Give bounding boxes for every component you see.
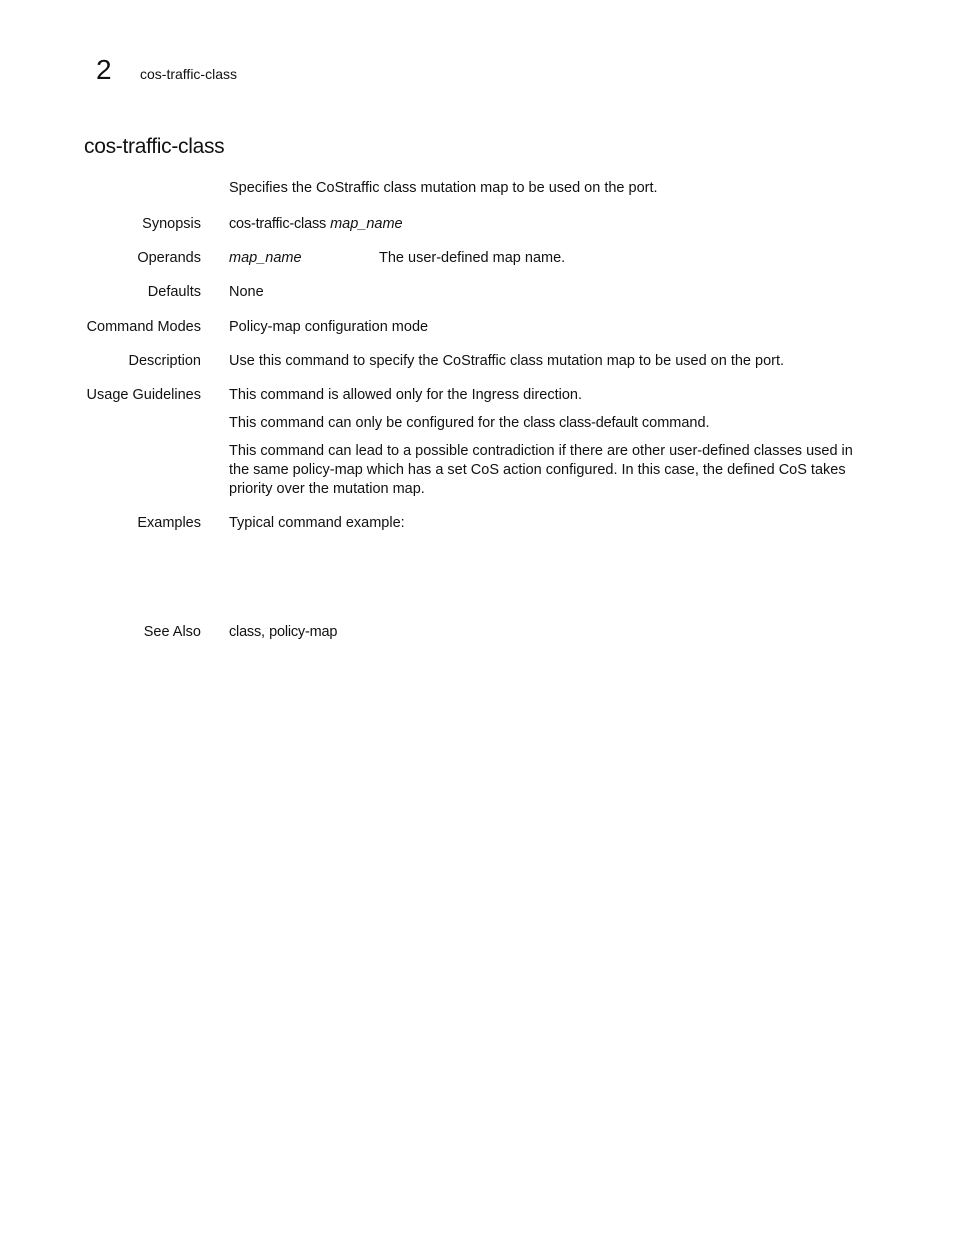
see-also-label: See Also — [143, 624, 201, 640]
chapter-number: 2 — [96, 54, 112, 85]
section-summary: Specifies the CoStraffic class mutation map to be used on the port. — [229, 180, 658, 196]
synopsis-label: Synopsis — [142, 216, 201, 232]
operand-description: The user-defined map name. — [379, 250, 566, 266]
defaults-label: Defaults — [147, 284, 201, 300]
see-also-separator: , — [261, 624, 270, 640]
examples-text: Typical command example: — [229, 515, 405, 531]
see-also-link-class[interactable]: class — [229, 624, 262, 640]
usage-guidelines-label: Usage Guidelines — [86, 387, 201, 403]
synopsis-argument: map_name — [330, 216, 403, 232]
see-also-link-policy-map[interactable]: policy-map — [269, 624, 338, 640]
description-text: Use this command to specify the CoStraffic class mutation map to be used on the port. — [229, 353, 785, 369]
usage-guideline-3: This command can lead to a possible contradiction if there are other user-defined classes used in the same policy-map which has a set CoS action configured. In this case, the defined CoS takes priority over the mutation map. — [229, 443, 853, 497]
usage-guideline-2-text-after: command. — [637, 415, 710, 431]
section-title: cos-traffic-class — [84, 135, 225, 158]
description-label: Description — [128, 353, 201, 369]
examples-label: Examples — [137, 515, 201, 531]
operands-label: Operands — [137, 250, 201, 266]
see-also-links — [229, 623, 879, 642]
usage-guideline-2-text-before: This command can only be configured for the — [229, 415, 524, 431]
operand-name: map_name — [229, 250, 302, 266]
defaults-text: None — [229, 284, 264, 300]
command-modes-text: Policy-map configuration mode — [229, 319, 429, 335]
synopsis-command: cos-traffic-class — [229, 216, 327, 232]
usage-guideline-2-command: class class-default — [523, 415, 638, 431]
command-modes-label: Command Modes — [86, 319, 201, 335]
usage-guideline-1: This command is allowed only for the Ingress direction. — [229, 387, 582, 403]
running-header-title: cos-traffic-class — [140, 66, 237, 82]
synopsis-body — [229, 215, 879, 234]
usage-guideline-2 — [229, 414, 879, 433]
